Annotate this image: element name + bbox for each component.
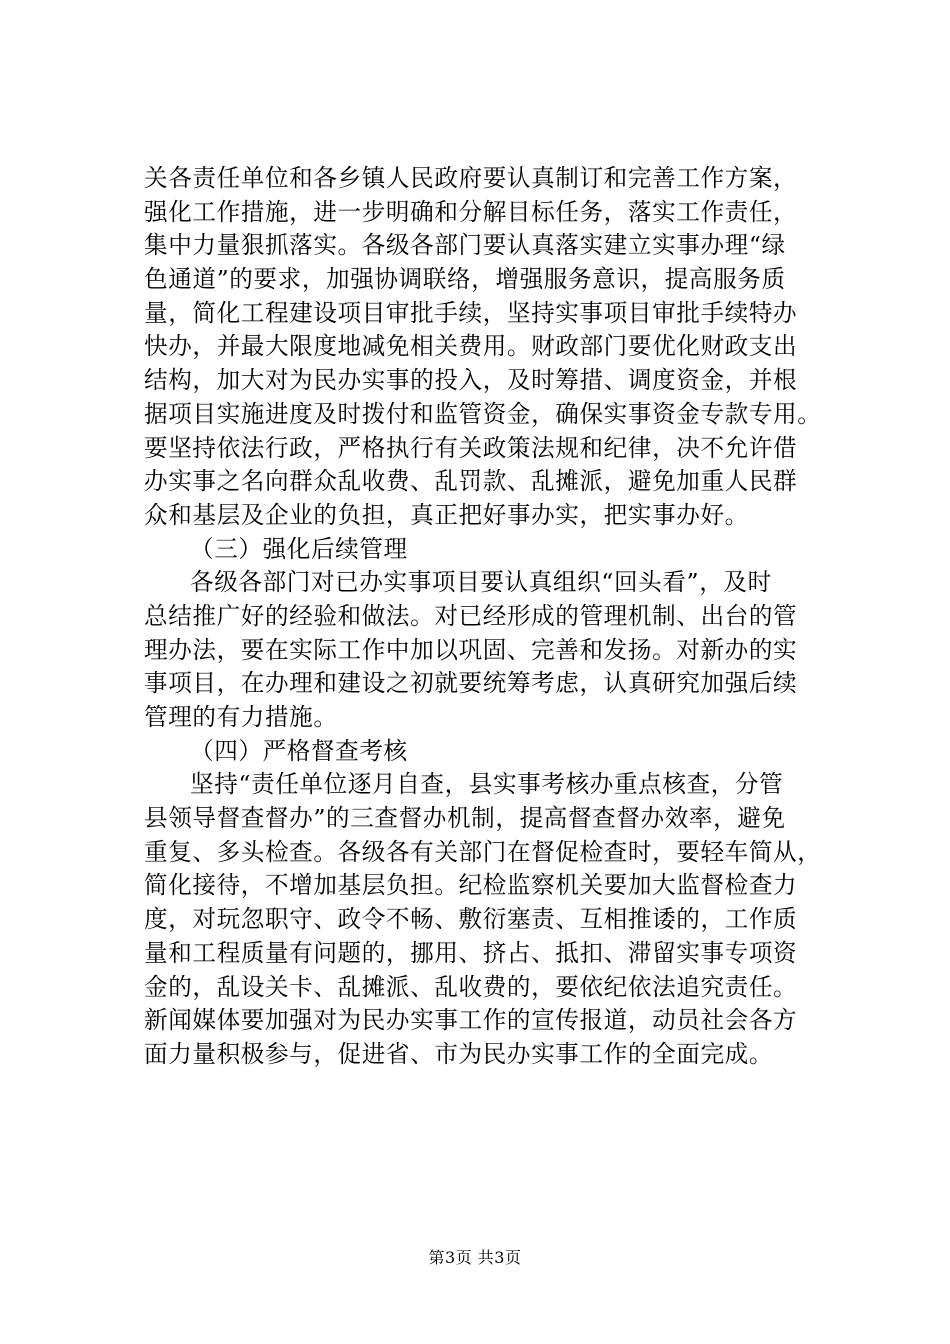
- text-line: 理办法，要在实际工作中加以巩固、完善和发扬。对新办的实: [144, 635, 798, 664]
- text-line: 集中力量狠抓落实。各级各部门要认真落实建立实事办理“绿: [144, 231, 786, 260]
- text-line: 办实事之名向群众乱收费、乱罚款、乱摊派，避免加重人民群: [144, 467, 798, 496]
- text-line: 要坚持依法行政，严格执行有关政策法规和纪律，决不允许借: [144, 433, 798, 462]
- text-line: （四）严格督查考核: [190, 736, 408, 765]
- text-line: 县领导督查督办”的三查督办机制，提高督查督办效率，避免: [144, 804, 786, 833]
- text-line: 事项目，在办理和建设之初就要统筹考虑，认真研究加强后续: [144, 669, 798, 698]
- text-line: 新闻媒体要加强对为民办实事工作的宣传报道，动员社会各方: [144, 1006, 798, 1035]
- page-footer: 第3页 共3页: [428, 1248, 522, 1267]
- text-line: 快办，并最大限度地减免相关费用。财政部门要优化财政支出: [144, 332, 798, 361]
- text-line: 管理的有力措施。: [144, 703, 338, 731]
- text-line: 众和基层及企业的负担，真正把好事办实，把实事办好。: [144, 500, 749, 529]
- text-line: 各级各部门对已办实事项目要认真组织“回头看”，及时: [190, 568, 772, 597]
- text-line: 重复、多头检查。各级各有关部门在督促检查时，要轻车简从，: [144, 837, 822, 866]
- text-line: （三）强化后续管理: [190, 534, 408, 563]
- text-line: 色通道”的要求，加强协调联络，增强服务意识，提高服务质: [144, 265, 786, 294]
- text-line: 总结推广好的经验和做法。对已经形成的管理机制、出台的管: [144, 601, 798, 630]
- text-line: 关各责任单位和各乡镇人民政府要认真制订和完善工作方案，: [144, 164, 798, 192]
- text-line: 结构，加大对为民办实事的投入，及时筹措、调度资金，并根: [144, 366, 798, 395]
- text-line: 量，简化工程建设项目审批手续，坚持实事项目审批手续特办: [144, 298, 798, 327]
- text-line: 据项目实施进度及时拨付和监管资金，确保实事资金专款专用。: [144, 399, 822, 428]
- text-line: 金的，乱设关卡、乱摊派、乱收费的，要依纪依法追究责任。: [144, 972, 798, 1001]
- text-line: 量和工程质量有问题的，挪用、挤占、抵扣、滞留实事专项资: [144, 938, 798, 967]
- text-line: 面力量积极参与，促进省、市为民办实事工作的全面完成。: [144, 1039, 774, 1068]
- body-text: [144, 162, 822, 1072]
- text-line: 强化工作措施，进一步明确和分解目标任务，落实工作责任，: [144, 197, 798, 226]
- text-line: 简化接待，不增加基层负担。纪检监察机关要加大监督检查力: [144, 871, 798, 900]
- text-line: 度，对玩忽职守、政令不畅、敷衍塞责、互相推诿的，工作质: [144, 905, 798, 934]
- text-line: 坚持“责任单位逐月自查，县实事考核办重点核查，分管: [190, 770, 784, 799]
